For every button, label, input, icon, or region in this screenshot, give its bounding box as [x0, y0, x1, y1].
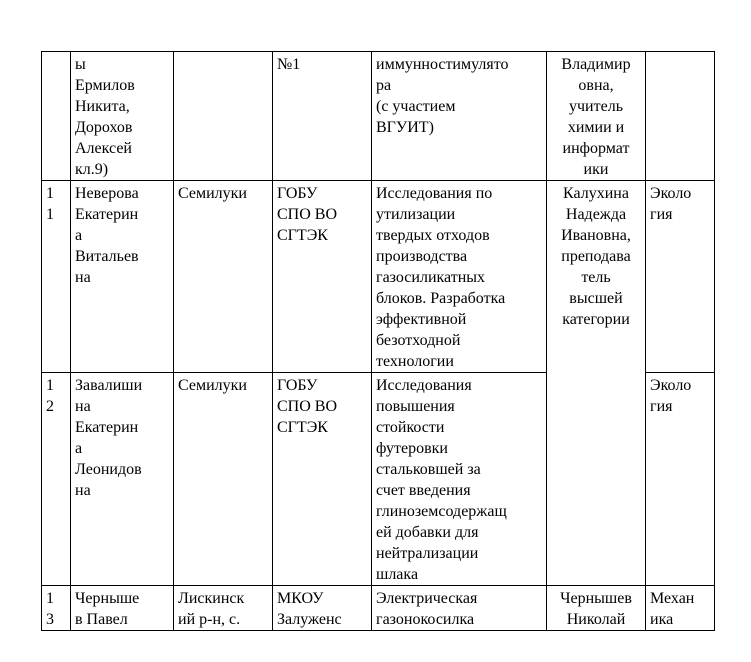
- table-row: [42, 586, 715, 631]
- row-number-cell: 1 2: [42, 373, 71, 586]
- institution-cell: ГОБУ СПО ВО СГТЭК: [273, 373, 372, 586]
- section-cell: Механ ика: [646, 586, 715, 631]
- mentor-cell: Чернышев Николай: [547, 586, 646, 631]
- participant-name-cell: Черныше в Павел: [71, 586, 174, 631]
- participant-name-cell: Завалиши на Екатерин а Леонидов на: [71, 373, 174, 586]
- participant-name-cell: Неверова Екатерин а Витальев на: [71, 181, 174, 373]
- topic-cell: Исследования повышения стойкости футеровки стальковшей за счет введения глиноземсодержащ ей добавки для нейтрализации шлака: [372, 373, 547, 586]
- locality-cell: Семилуки: [174, 181, 273, 373]
- topic-cell: иммунностимулято ра (с участием ВГУИТ): [372, 52, 547, 181]
- institution-cell: №1: [273, 52, 372, 181]
- topic-cell: Электрическая газонокосилка: [372, 586, 547, 631]
- institution-cell: ГОБУ СПО ВО СГТЭК: [273, 181, 372, 373]
- table-row: [42, 181, 715, 373]
- participants-table: [41, 51, 715, 631]
- section-cell: Эколо гия: [646, 373, 715, 586]
- participant-name-cell: ы Ермилов Никита, Дорохов Алексей кл.9): [71, 52, 174, 181]
- row-number-cell: [42, 52, 71, 181]
- topic-cell: Исследования по утилизации твердых отходов производства газосиликатных блоков. Разработка эффективной безотходной технологии: [372, 181, 547, 373]
- shared-mentor-cell: Калухина Надежда Ивановна, преподава тель высшей категории: [547, 181, 646, 586]
- table-row: [42, 52, 715, 181]
- row-number-cell: 1 3: [42, 586, 71, 631]
- locality-cell: Семилуки: [174, 373, 273, 586]
- institution-cell: МКОУ Залуженс: [273, 586, 372, 631]
- section-cell: [646, 52, 715, 181]
- locality-cell: [174, 52, 273, 181]
- mentor-cell: Владимир овна, учитель химии и информат ики: [547, 52, 646, 181]
- locality-cell: Лискинск ий р-н, с.: [174, 586, 273, 631]
- section-cell: Эколо гия: [646, 181, 715, 373]
- row-number-cell: 1 1: [42, 181, 71, 373]
